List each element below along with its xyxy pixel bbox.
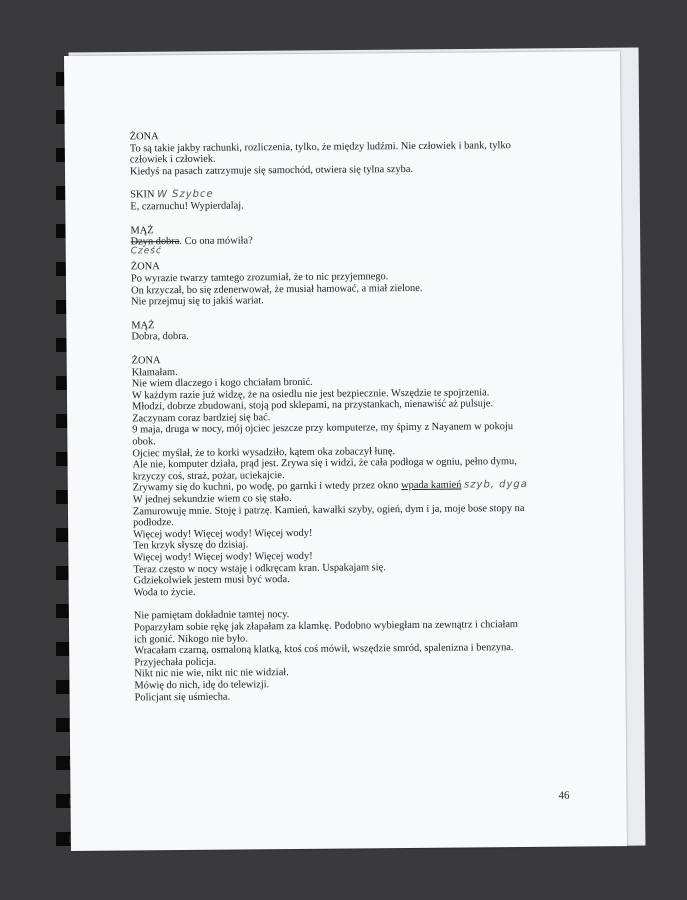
text-line: Poparzyłam sobie rękę jak złapałam za klamkę. Podobno wybiegłam na zewnątrz i chciałam <box>133 619 519 634</box>
dialogue-block <box>130 128 550 178</box>
speaker-name: MĄŻ <box>131 319 155 332</box>
text-line: obok. <box>132 436 156 448</box>
text-line: Nikt nic nie wie, nikt nic nie widział. <box>134 667 289 680</box>
dialogue-block <box>131 316 551 343</box>
handwritten-note: szyb, dyga <box>464 479 528 491</box>
handwritten-note: Cześć <box>130 245 162 257</box>
text-line: podłodze. <box>133 517 174 529</box>
text-line: Nie pamiętam dokładnie tamtej nocy. <box>133 609 290 622</box>
speaker-name: ŻONA <box>131 355 161 367</box>
text-line: To są takie jakby rachunki, rozliczenia, tylko, że między ludźmi. Nie człowiek i bank, tylko <box>129 139 511 155</box>
text-line: E, czarnuchu! Wypierdalaj. <box>130 200 244 213</box>
text-line: Wracałam czarną, osmaloną klatką, ktoś coś mówił, wszędzie smród, spalenizna i benzyna. <box>134 642 514 657</box>
text-line: Gdziekolwiek jestem musi być woda. <box>133 574 290 587</box>
text-line: Zamurowuję mnie. Stoję i patrzę. Kamień, kawałki szyby, ogień, dym i ja, moje bose stopy na <box>132 502 525 518</box>
text-line: Nie wiem dlaczego i kogo chciałam bronić. <box>131 376 313 390</box>
text-line: Więcej wody! Więcej wody! Więcej wody! <box>133 550 313 564</box>
text-line: W jednej sekundzie wiem co się stało. <box>132 493 292 506</box>
speaker-name: ŻONA <box>130 261 160 273</box>
text-line: W każdym razie już widzę, że na osiedlu nie jest bezpiecznie. Wszędzie te spojrzenia. <box>131 386 490 402</box>
dialogue-block <box>130 186 550 213</box>
dialogue-block <box>131 258 551 308</box>
speaker-name: MĄŻ <box>130 224 154 236</box>
text-line: On krzyczał, bo się zdenerwował, że musiał hamować, a miał zielone. <box>131 282 423 296</box>
handwritten-note: W Szybce <box>157 189 214 201</box>
text-line: 9 maja, druga w nocy, mój ojciec jeszcze przy komputerze, my śpimy z Nayanem w pokoju <box>132 421 514 436</box>
speaker-name: ŻONA <box>129 131 159 143</box>
text-line: Mówię do nich, idę do telewizji. <box>134 679 270 692</box>
text-line: Woda to życie. <box>133 586 196 599</box>
text-line: krzyczy coś, straż, pożar, uciekajcie. <box>132 469 285 483</box>
text-line: Nie przejmuj się to jakiś wariat. <box>131 295 264 308</box>
text-line: Zaczynam coraz bardziej się bać. <box>132 412 271 425</box>
underlined-text: wpada kamień <box>401 479 462 492</box>
dialogue-block <box>132 352 554 599</box>
struck-text: Dzyn dobra <box>130 236 180 248</box>
document-page <box>64 51 627 851</box>
text-line: Ten krzyk słyszę do dzisiaj. <box>133 539 249 552</box>
text-line: Przyjechała policja. <box>134 656 217 669</box>
page-number: 46 <box>558 789 570 802</box>
text-line: ich gonić. Nikogo nie było. <box>134 632 248 645</box>
text-line: . Co ona mówiła? <box>179 235 253 248</box>
text-line: Kiedyś na pasach zatrzymuje się samochód, otwiera się tylna szyba. <box>129 163 414 178</box>
text-line: Policjant się uśmiecha. <box>134 691 231 703</box>
text-line: Teraz często w nocy wstaję i odkręcam kran. Uspakajam się. <box>133 561 386 576</box>
dialogue-block <box>134 607 555 703</box>
script-text <box>130 128 555 716</box>
text-line: Młodzi, dobrze zbudowani, stoją pod sklepami, na przystankach, nienawiść aż pulsuje. <box>132 398 494 413</box>
text-line: Więcej wody! Więcej wody! Więcej wody! <box>133 527 313 541</box>
text-line: Po wyrazie twarzy tamtego zrozumiał, że to nic przyjemnego. <box>130 271 389 285</box>
speaker-name: SKIN <box>130 189 155 201</box>
text-line: Dobra, dobra. <box>131 331 189 343</box>
text-line: Zrywamy się do kuchni, po wodę, po garnki i wtedy przez okno <box>132 480 402 494</box>
text-line: Ojciec myślał, że to korki wysadziło, kątem oka zobaczył łunę. <box>132 445 396 460</box>
text-line: człowiek i człowiek. <box>129 153 216 166</box>
dialogue-block <box>130 221 550 257</box>
text-line: Kłamałam. <box>131 366 178 378</box>
text-line: Ale nie, komputer działa, prąd jest. Zrywa się i widzi, że cała podłoga w ogniu, pełno dymu, <box>132 456 517 471</box>
